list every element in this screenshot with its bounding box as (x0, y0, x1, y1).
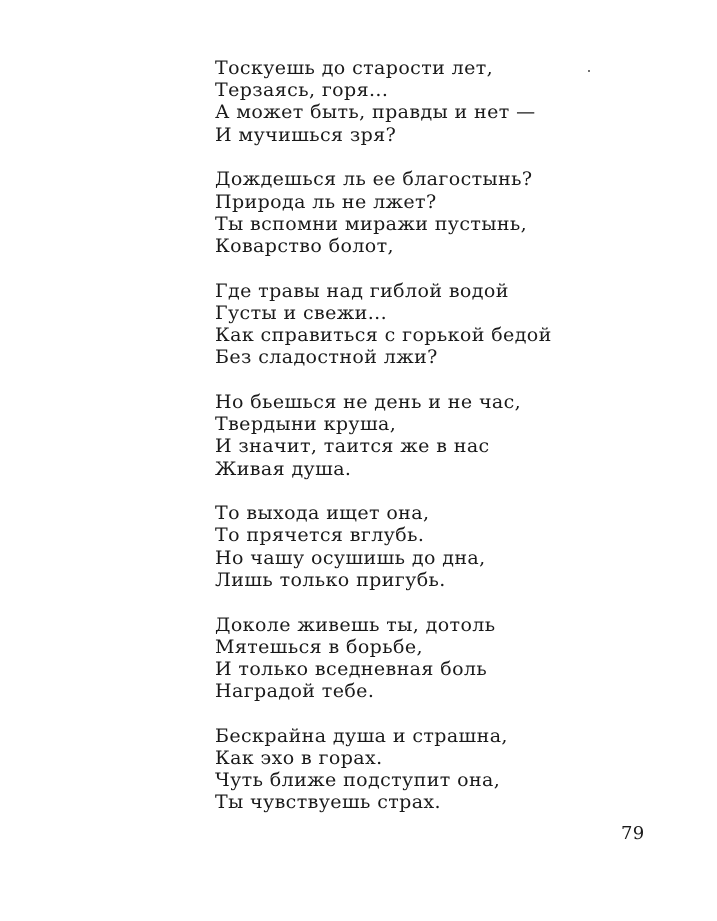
stanza-6 (215, 614, 635, 703)
poem-line: Доколе живешь ты, дотоль (215, 613, 496, 636)
poem-line: Дождешься ль ее благостынь? (215, 168, 533, 191)
poem-line: Но чашу осушишь до дна, (215, 546, 486, 569)
poem-line: И значит, таится же в нас (215, 435, 490, 458)
poem-line: А может быть, правды и нет — (215, 101, 536, 124)
stanza-3 (215, 280, 635, 369)
poem-line: Тоскуешь до старости лет, (215, 57, 494, 79)
poem-line: Мятешься в борьбе, (215, 635, 423, 658)
poem-line: Ты чувствуешь страх. (215, 791, 441, 814)
page-number: 79 (621, 823, 645, 844)
poem-line: То выхода ищет она, (215, 502, 430, 525)
poem-line: То прячется вглубь. (215, 524, 425, 547)
stanza-4 (215, 391, 635, 480)
poem-line: Бескрайна душа и страшна, (215, 724, 508, 747)
stanza-5 (215, 502, 635, 591)
poem-line: Твердыни круша, (215, 413, 397, 436)
poem-line: Коварство болот, (215, 234, 394, 257)
poem-line: Лишь только пригубь. (215, 568, 446, 591)
poem-line: Без сладостной лжи? (215, 346, 438, 369)
stanza-1 (215, 57, 635, 146)
stanza-2 (215, 168, 635, 257)
poem (215, 57, 635, 836)
poem-line: Терзаясь, горя... (215, 79, 389, 102)
poem-line: Наградой тебе. (215, 680, 375, 703)
poem-line: Ты вспомни миражи пустынь, (215, 212, 528, 235)
poem-line: И мучишься зря? (215, 123, 397, 146)
poem-line: Как эхо в горах. (215, 747, 383, 770)
poem-line: Живая душа. (215, 457, 352, 480)
poem-line: Где травы над гиблой водой (215, 279, 509, 302)
poem-line: Природа ль не лжет? (215, 190, 437, 213)
poem-line: Чуть ближе подступит она, (215, 769, 501, 792)
poem-line: Густы и свежи... (215, 301, 388, 324)
stanza-7 (215, 725, 635, 814)
poem-line: И только вседневная боль (215, 657, 488, 680)
poem-line: Но бьешься не день и не час, (215, 390, 522, 413)
poem-line: Как справиться с горькой бедой (215, 324, 552, 347)
